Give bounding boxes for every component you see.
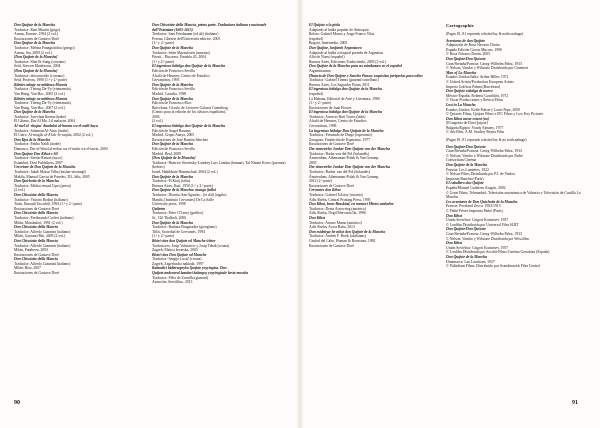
- entry-title: El caballero don Quijote: [446, 181, 484, 186]
- entry-title: El ingenioso hidalgo don Quijote de la Mancha: [309, 110, 383, 115]
- entry-detail: Adis Abeba, Central Printing Press, 1995: [309, 197, 371, 202]
- entry-title: Der sinnreiche Junker Don Quijote von der Mancha: [309, 165, 390, 170]
- entry-title: Don Quijote/Don Quixote: [446, 56, 486, 61]
- entry-detail: El Líbano, Dar Al Ma. Lil malayin, 2004: [14, 119, 76, 124]
- bibliography-entry: [152, 46, 288, 64]
- entry-detail: Traductor: Tteong Da-Vy (vietnamita): [14, 87, 71, 92]
- entry-detail: Buenos Aires, Ediciones Traduciendo, 2005 (2 vol.): [309, 59, 387, 64]
- entry-detail: (1.ª y 2.ª parte): [152, 234, 175, 239]
- entry-detail: Zaragoza, Fundación de Esperanto, 1977: [309, 137, 371, 142]
- entry-detail: Damasco, Dar al-Wasil al-nobar wa el-nashr wa el-tawzi, 2004: [14, 147, 108, 152]
- bibliography-entry: [14, 41, 150, 55]
- entry-detail: Edición de Francisco Sevilla: [152, 87, 195, 92]
- entry-detail: Milán, Garzanti Biti, 2005 (2 vol.): [14, 234, 66, 239]
- entry-detail: Buenos Aires, Los Sagrados Paran, 2011: [309, 82, 370, 87]
- entry-detail: (1.ª y 2.ª parte): [309, 101, 332, 106]
- entry-title: Don Quijote de la Mancha: [152, 45, 194, 50]
- entry-title: Les aventures de Don Quichotte de la Mancha: [446, 199, 518, 204]
- entry-detail: España Edición Gracia Mucato, 1980: [446, 47, 502, 52]
- bibliography-entry: [309, 46, 445, 64]
- entry-title: Don estdelego he nikot don Quijote de la Mancha: [309, 229, 386, 234]
- entry-detail: Traductor: Alfredo Giannini (italiano): [14, 261, 71, 266]
- bibliography-entry: [446, 214, 584, 228]
- entry-detail: Traductor: Barba von del Pol (holandés): [309, 151, 369, 156]
- entry-detail: Traductor: Shin Ik-Sung (coreano): [14, 59, 66, 64]
- bibliography-entry: [152, 175, 288, 189]
- entry-detail: Traductor: Pi Kiatj (taliu): [152, 179, 190, 184]
- entry-detail: Traductor: Serdar Rimon (turco): [14, 156, 63, 161]
- entry-detail: México-España: Roberto Gavaldón, 1972: [446, 93, 509, 98]
- entry-detail: (1.ª y 2.ª parte): [152, 59, 175, 64]
- entry-title: [Don Quijote de la Mancha]: [14, 55, 58, 60]
- entry-detail: Perona, Librerie dell'Università editrice, 2005: [152, 36, 221, 41]
- entry-title: Don Chisciotte della Mancia, primo parte. Traduzione italiana e nazionale dell'Ostentata (1605-1615): [152, 23, 267, 32]
- entry-detail: © Palladium Films. Distribuido por Scandinavisk Film Central: [446, 264, 540, 269]
- entry-title: [Don Quijote de la Mancha]: [14, 68, 58, 73]
- entry-detail: Unión Soviética: Grigori Kozintsev, 1957: [446, 245, 509, 250]
- entry-detail: Traductor: Vittorio Bodini (italiano): [14, 197, 68, 202]
- bibliography-entry: [152, 188, 288, 206]
- entry-detail: © Nelson Films Distribuida por P.J. de Vanloo: [446, 172, 516, 177]
- entry-detail: El Cairo, Al-maglis al-A'lah -le-saqafa, 2002 (2 vol.): [14, 133, 93, 138]
- entry-detail: Traductor: Melina Panagiotidou (griego): [14, 45, 75, 50]
- entry-title: [Don Quijote de la Mancha]: [152, 156, 196, 161]
- entry-detail: Argentinazano: [309, 68, 331, 73]
- entry-detail: (2 vol.): [152, 119, 163, 124]
- entry-detail: © Arb Film, A.M. Studioy Reyna Film: [446, 130, 504, 135]
- entry-detail: Traductor: Melisa ressad Cipri (persa): [14, 183, 71, 188]
- bibliography-entry: [14, 225, 150, 239]
- entry-title: La ingenioso hidalgo Don Quijote de la Mancha: [309, 128, 384, 133]
- entry-title: Lost in La Mancha: [446, 102, 476, 107]
- entry-detail: Madrid, Real, 2009: [152, 151, 181, 156]
- entry-detail: Traductor: Jun-chun Ihemu (árabe): [14, 114, 67, 119]
- bibliography-entry: [309, 64, 445, 73]
- entry-detail: Milán, Mondadori, 1991 (2 vol.): [14, 220, 63, 225]
- bibliography-entry: [14, 257, 150, 275]
- entry-detail: Pitesti – Bucarest, Paralela 45, 2004: [152, 55, 206, 60]
- entry-title: Ktleties mbuje ne mbthora Mancia: [14, 96, 68, 101]
- entry-title: Don Quijote de la Mancha: [152, 220, 194, 225]
- bibliography-entry: [446, 255, 584, 269]
- entry-title: Cervantes don Kihot: [309, 188, 341, 193]
- entry-title: Don Quijote Den Kihot o Sil: [14, 151, 58, 156]
- entry-detail: Traductor: Gabriel Tineno (guaraní/castellano): [309, 78, 379, 83]
- entry-detail: Seúl, Poseron, 1990 (1.ª y 2.ª parte): [14, 78, 67, 83]
- entry-detail: Madrid, Castalia, 1998: [152, 91, 187, 96]
- entry-detail: Adaptado al habla popular de Antioquia: [309, 27, 369, 32]
- bibliography-entry: [309, 23, 445, 46]
- entry-detail: Ilustraciones de Gustave Doré: [14, 252, 59, 257]
- bibliography-entry: [152, 142, 288, 156]
- entry-title: Don Chisciotte della Mancia: [14, 192, 59, 197]
- entry-detail: Traductor: Alfredo Giannini (italiano): [14, 243, 71, 248]
- page-number-left: 90: [14, 400, 20, 406]
- entry-detail: Traductores: Josip Valmarvic y Josip Tabak (croata): [152, 243, 230, 248]
- entry-title: Don Chisciotte della Mancia: [14, 211, 59, 216]
- entry-detail: Madrid, Grupo Anaya, 2005: [152, 133, 195, 138]
- entry-detail: Traductor: Ataruo Mamo (amárico): [309, 220, 362, 225]
- entry-title: Don Quijote de la Mancha para no mindanaro en el español: [309, 64, 402, 69]
- entry-title: Aventuras de don Quijote: [446, 38, 485, 43]
- entry-detail: Dinamarca: Lau Lauritzen, 1927: [446, 259, 495, 264]
- entry-title: Cercetare de Don Quijote de la Mancha: [14, 165, 76, 170]
- entry-title: Don Quijote cabalga de nuevo: [446, 89, 493, 94]
- bibliography-entry: [14, 124, 150, 138]
- entry-title: Quileten: [152, 206, 166, 211]
- entry-detail: Edición de Angel Basanta: [152, 128, 191, 133]
- entry-detail: Traductor: Barbara Bragaradze (georgiano): [152, 225, 217, 230]
- entry-detail: Van Hung, Van Hoc, 2007 (2 vol.): [14, 105, 65, 110]
- entry-detail: Estados Unidos/Italia: Arthur Hiller, 1972: [446, 75, 509, 80]
- entry-title: Don Quijote/Don Quixote: [446, 144, 486, 149]
- entry-detail: Traductor: Gabriel Tolstoy (estonio): [309, 192, 363, 197]
- entry-detail: Alfa de Nuest (español): [309, 55, 345, 60]
- column-heading: Cartographie: [446, 23, 474, 28]
- entry-detail: © Oscar Producciones y Ibérica Films: [446, 98, 503, 103]
- entry-detail: Traductor: Alfredo Giannini (italiano): [14, 229, 71, 234]
- entry-title: Man of La Mancha: [446, 70, 477, 75]
- entry-detail: Relato: Gabriel Mauro y Jorge Franco Vilas: [309, 32, 375, 37]
- bibliography-entry: [446, 145, 584, 163]
- bibliography-entry: [152, 156, 288, 174]
- entry-title: Don Kjot de la Mancha: [14, 137, 51, 142]
- entry-title: Don Quijote de la Mancha: [152, 96, 194, 101]
- entry-detail: Traductor: Sergije Lucač (croata): [152, 257, 202, 262]
- entry-detail: Traductor: Beatrice Stavinsky-Landrey Luis Landau (human), Tal Niman Kross (poronia) (hebreo): [152, 160, 286, 170]
- entry-detail: Bulgaria/Egipto: Youdy Ejmony, 1977: [446, 125, 504, 130]
- entry-detail: Adaptación de Rosa Navarro Durán: [446, 43, 500, 48]
- bibliography-entry: [446, 89, 584, 103]
- entry-detail: Milán, Pantheon, 2003: [14, 248, 48, 253]
- entry-detail: Edición de Francisco Rico: [152, 101, 192, 106]
- entry-detail: Ilustraciones de Gustave Doré: [14, 271, 59, 276]
- entry-title: El ingenioso hidalgo don Quijote de la Mancha: [152, 64, 226, 69]
- entry-detail: © Lenfilm Distribuida por Société Films-Cinéma Gorodeau (España): [446, 250, 550, 255]
- entry-title: Don Chisciotte della Mancia: [14, 225, 59, 230]
- entry-detail: Traductor: Denis Arrowrieg (amárico): [309, 206, 366, 211]
- entry-detail: Seúl, Siewon Munhwasa, 2004: [14, 64, 61, 69]
- column-4-entries-a: [446, 39, 584, 135]
- bibliography-entry: [152, 271, 288, 285]
- entry-detail: © Lenfilm Distribuida por Universal Film SLRT: [446, 222, 519, 227]
- entry-title: Don Quijote de la Mancha: [152, 142, 194, 147]
- entry-detail: Ciudad del Cabo, Human & Rousseau, 1982: [309, 238, 376, 243]
- entry-detail: Edición de Francisco Sevilla: [152, 147, 195, 152]
- bibliography-entry: [446, 103, 584, 117]
- column-4: [446, 23, 584, 269]
- bibliography-entry: [152, 239, 288, 253]
- bibliography-entry: [309, 74, 445, 88]
- entry-title: Don Kihot, beno Braskind, en memori Mirtos amhañre: [309, 202, 394, 207]
- entry-title: Bistri vitez Don Quijote od Manche: [152, 252, 207, 257]
- entry-detail: © Pathé Frères Imprenta Pathé (París): [446, 208, 503, 213]
- bibliography-entry: [309, 87, 445, 110]
- entry-detail: Adis Abeba, Acwa Baba, 2013: [309, 225, 355, 230]
- entry-detail: (español): [309, 36, 323, 41]
- entry-detail: Consortium Cinéma: [446, 158, 477, 163]
- entry-detail: Israel, Hakibbutz Hameuchad, 2004 (2 vol.): [152, 170, 218, 174]
- bibliography-entry: [14, 110, 150, 124]
- entry-detail: Traductor: Sam Friedmann (ed alt) (italiano): [152, 32, 219, 37]
- entry-detail: © United Artists/Production European Artists: [446, 79, 514, 84]
- entry-title: Don Quijote de la Mancha: manga (tallot: [152, 188, 216, 193]
- entry-detail: Traductor: Dioniso San Agustín... [et alii] (tagalo): [152, 192, 227, 197]
- entry-detail: Gran Bretaña/Francia: Georg-Wilhelm Pabst, 1933: [446, 149, 522, 154]
- entry-title: Don Chisciotte della Mancia: [14, 257, 59, 262]
- entry-title: Don Quijote, lunfardo Argentaceo: [309, 45, 362, 50]
- entry-detail: Gran Bretaña/Francia: Georg-Wilhelm Pabst, 1933: [446, 231, 522, 236]
- entry-detail: La Habana, Editorial de Arte y Literatura, 1980: [309, 96, 380, 101]
- bibliography-entry: [446, 181, 584, 199]
- bibliography-entry: [152, 83, 288, 97]
- entry-detail: Traductor: Sulaman Al-Attar (árabe): [14, 128, 69, 133]
- entry-detail: Ámsterdam, Athenaeum-Polak & Van Gennep,: [309, 156, 380, 161]
- bibliography-entry: [14, 179, 150, 193]
- book-gutter: [296, 0, 304, 428]
- entry-detail: Ámsterdam, Athenaeum-Polak & Van Gennep,: [309, 174, 380, 179]
- entry-title: Don Quijote de la Mancha: [14, 110, 56, 115]
- bibliography-entry: [14, 55, 150, 69]
- column-1: [14, 23, 150, 276]
- entry-detail: [El ingenio de Don Quijote]: [446, 121, 488, 126]
- entry-title: Don Chisciotte della Mancia: [14, 238, 59, 243]
- entry-detail: Estambul, Dost Publishers, 2007: [14, 160, 63, 165]
- entry-detail: Traductor: Setin Mazzulesen (rumano): [152, 50, 210, 55]
- entry-detail: © Rosa Navarro Durán, 2005: [446, 52, 490, 57]
- entry-detail: Barcelona, Círculo de Lectores-Galaxia Gutenberg: [152, 105, 228, 110]
- entry-detail: © Nelson, Vandor y Wilstone Distribuida por Wesofilm: [446, 236, 529, 241]
- entry-detail: Traductor: Peter O'Leary (gaélico): [152, 211, 204, 216]
- entry-detail: 2012 (2.ª parte): [309, 179, 333, 184]
- entry-title: Don Quijote de la Mancha: [446, 254, 488, 259]
- entry-detail: Unión Soviética: Grigori Kozintsev, 1957: [446, 218, 509, 223]
- entry-title: Don Quichotte de la Mancha: [14, 179, 59, 184]
- entry-detail: Ilustraciones de Gustave Doré: [309, 142, 354, 147]
- column-4-entries-b: [446, 145, 584, 269]
- entry-title: El ingenioso hidalgo don Quijote de la Mancha: [152, 124, 226, 129]
- entry-detail: 2005: [309, 160, 317, 165]
- entry-title: Der sinnreiche Junker Don Quijote von der Mancha: [309, 147, 390, 152]
- entry-detail: Zagreb, Matica hrvatska, 2003: [152, 248, 198, 253]
- entry-detail: Bogotá, Intermedio, 2005: [309, 41, 348, 46]
- entry-title: Bistri vitez don Quijote od Manche ichter: [152, 238, 216, 243]
- bibliography-entry: [309, 165, 445, 188]
- entry-detail: Tiflis, Sociedad de Cervantes, 1994: [152, 229, 206, 234]
- entry-detail: Edición de Francisco Sevilla: [152, 68, 195, 73]
- bibliography-entry: [152, 97, 288, 125]
- bibliography-entry: [309, 188, 445, 202]
- entry-detail: (2 vol.): [14, 188, 25, 193]
- entry-detail: Ilustraciones de Gustave Doré: [14, 36, 59, 41]
- entry-detail: Armas, Ensone, 1994 (2 vol.): [14, 32, 58, 37]
- entry-detail: Traductor: Félix de Zornilla (guaraní): [152, 275, 209, 280]
- bibliography-entry: [14, 239, 150, 257]
- entry-detail: Francia: Peveland Zecca, 1903/1913: [446, 204, 501, 209]
- entry-detail: Si., Clô Thalbolt, 2006: [152, 215, 187, 220]
- entry-detail: Traductor: Fatiha Naïdi (árabe): [14, 142, 61, 147]
- entry-detail: Traductor: Ferdinando Carlesi (italiano): [14, 215, 74, 220]
- bibliography-entry: [446, 163, 584, 181]
- entry-title: Don Kihot: [309, 215, 326, 220]
- bibliography-entry: [309, 202, 445, 216]
- bibliography-entry: [309, 129, 445, 147]
- bibliography-entry: [152, 23, 288, 46]
- bibliography-entry: [152, 221, 288, 239]
- bibliography-entry: [14, 97, 150, 111]
- entry-detail: (español): [309, 91, 323, 96]
- entry-title: Quijote andeurral bandari kalanpsy yoyyingisale beste moseka: [152, 271, 249, 276]
- bibliography-entry: [446, 117, 584, 135]
- entry-detail: Ilustraciones de Gustave Doré: [309, 183, 354, 188]
- entry-detail: © Quixote Films, Quijote Films e IFC Films y Low Key Pictures: [446, 112, 544, 117]
- entry-detail: Cervantinos, 1993: [152, 78, 180, 83]
- entry-title: Don Kihot meno exteni (no): [446, 116, 490, 121]
- entry-detail: España/Manuel Gutiérrez Aragón, 2002: [446, 186, 506, 190]
- column-3: [309, 23, 445, 248]
- entry-detail: Asunción, Servilibro, 2013: [152, 280, 193, 285]
- bibliography-entry: [446, 57, 584, 71]
- entry-detail: Ilustraciones de Juan Brown: [309, 105, 352, 110]
- entry-detail: (1.ª y 2.ª parte): [152, 41, 175, 46]
- entry-title: Don Quijote de la Mancha: [14, 23, 56, 27]
- column-2: [152, 23, 288, 285]
- bibliography-entry: [14, 138, 150, 152]
- entry-title: Ktleties mbuje ne mbthora Mancia: [14, 82, 68, 87]
- entry-detail: Imprenta Bauchet (París): [446, 176, 484, 181]
- entry-detail: Adaptado al habla coloquial porteña de Argentina: [309, 50, 383, 55]
- entry-title: Kalandici bidieraspryko Quijote yoyyingisa. Don: [152, 266, 227, 271]
- entry-detail: Alcalá de Henares, Centro de Estudios: [309, 119, 367, 124]
- entry-detail: Ilustraciones de Gustave Doré: [14, 206, 59, 211]
- bibliography-entry: [446, 71, 584, 89]
- bibliography-entry: [14, 152, 150, 166]
- bibliography-entry: [152, 253, 288, 267]
- entry-title: Don Quijote de la Mancha: [152, 82, 194, 87]
- entry-detail: Ilustraciones de Gustave Doré: [309, 243, 354, 248]
- entry-detail: Armas, Sia, 2009 (2 vol.): [14, 50, 52, 55]
- bibliography-entry: [14, 211, 150, 225]
- bibliography-entry: [152, 64, 288, 82]
- entry-detail: Traductor: Kim Mautin (grigo): [14, 27, 61, 32]
- entry-detail: Buenos Aires, Ilsaf, 1950 (1.ª y 2.ª parte): [152, 183, 213, 188]
- entry-title: Don Kihot: [446, 241, 463, 246]
- bibliography-entry: [14, 83, 150, 97]
- entry-detail: Makila, Manual Garcia de Paredes, D.L.Silu, 2005: [14, 174, 90, 179]
- entry-detail: Traductor: Tteong Da-Vy (vietnamita): [14, 101, 71, 106]
- entry-detail: Cervantinos, 1998: [309, 124, 337, 129]
- entry-detail: © Nelson, Vandor y Wilstone Distribuida por Pathé: [446, 153, 523, 158]
- entry-detail: Imperio Gráficas Palma (Barcelona): [446, 84, 501, 89]
- entry-detail: University press, 1998: [152, 202, 186, 207]
- bibliography-entry: [14, 193, 150, 211]
- bibliography-entry: [14, 23, 150, 41]
- entry-detail: Alcalá de Henares, Centro de Estudios: [152, 73, 210, 78]
- bibliography-entry: [152, 124, 288, 142]
- bibliography-entry: [309, 147, 445, 165]
- entry-detail: Gran Bretaña/Francia: Georg-Wilhelm Pabst, 1933: [446, 61, 522, 66]
- entry-title: Al-rael'al -shujaa' dundulat al-harma wa el-nabl-kayn: [14, 124, 98, 129]
- entry-detail: Zagreb, Zagrebacka naklada, 1997: [152, 261, 204, 266]
- bibliography-entry: [309, 110, 445, 128]
- entry-detail: Traductor: Andrés F. Brzik (afrikáans): [309, 234, 366, 239]
- entry-detail: Traductor: desconocido (coreano): [14, 73, 65, 78]
- section-note: (Pages 81, 81 reprends a droite/lay & no noth nahage): [446, 138, 527, 143]
- entry-detail: Traductor: Barber van del Pol (holandés): [309, 170, 370, 174]
- entry-detail: Manila, [Instituto Cervantes] De La Salle: [152, 197, 214, 202]
- entry-detail: Turín, Einaudi Tascabili, 1994 (1.ª y 2.ª parte): [14, 202, 83, 207]
- entry-title: Don Kihot: [446, 213, 463, 218]
- bibliography-entry: [152, 207, 288, 221]
- entry-detail: Ilustraciones de José Ramón Sánchez: [152, 137, 208, 142]
- entry-detail: Van Hung, Van Hoc, 2005 (2 vol.): [14, 91, 65, 96]
- entry-title: Don Quijote de la Mancha: [152, 174, 194, 179]
- bibliography-entry: [446, 39, 584, 57]
- bibliography-entry: [446, 227, 584, 241]
- entry-detail: 2004: [152, 114, 160, 119]
- entry-detail: Adis Abeba, Negd Mercanta Ila, 1996: [309, 211, 366, 216]
- entry-detail: Traductor: Jakab Mazur Vilba (bashar-tavanngl): [14, 170, 86, 174]
- entry-title: El ingenioso hidalgo don Quijote de la Mancha: [309, 87, 383, 92]
- entry-title: Historia de Don Quijote y Sancho Panza: exquisitas peripecias para niños: [309, 73, 423, 78]
- bibliography-entry: [309, 216, 445, 230]
- section-note: (Pages 81, 81 reprends a droite/lay & noths nahage): [446, 32, 524, 36]
- bibliography-entry: [309, 230, 445, 248]
- entry-detail: Estados Unidos: Keith Fulton y Louis Pepe, 2000: [446, 107, 520, 112]
- entry-detail: (Centro para la edición de los clásicos españoles),: [152, 110, 227, 115]
- entry-detail: © Great Films, Telemadrid, Televisión autonómica de Valencia y Televisión de Castilla La Mancha: [446, 190, 581, 200]
- entry-title: Don Quijote/Don Quixote: [446, 227, 486, 232]
- bibliography-entry: [14, 165, 150, 179]
- entry-detail: Traductor: Asencio Buri Torres (latín): [309, 114, 366, 119]
- entry-title: El Quijote a la piola: [309, 23, 341, 27]
- bibliography-entry: [14, 69, 150, 83]
- entry-title: Don Quijote de la Mancha: [14, 41, 56, 46]
- bibliography-entry: [446, 200, 584, 214]
- entry-detail: © Nelson, Vandor y Wilstone Distribuida por Cinemeri: [446, 66, 529, 71]
- entry-detail: Milán, Rizz, 2007: [14, 266, 41, 271]
- entry-detail: Traductor: Fernando de Diego (esperanto): [309, 133, 372, 138]
- page-number-right: 91: [572, 400, 578, 406]
- entry-detail: Francia: Les Lumières, 1922: [446, 167, 489, 172]
- bibliography-entry: [446, 241, 584, 255]
- entry-title: Don Quijote de la Mancha: [446, 163, 488, 168]
